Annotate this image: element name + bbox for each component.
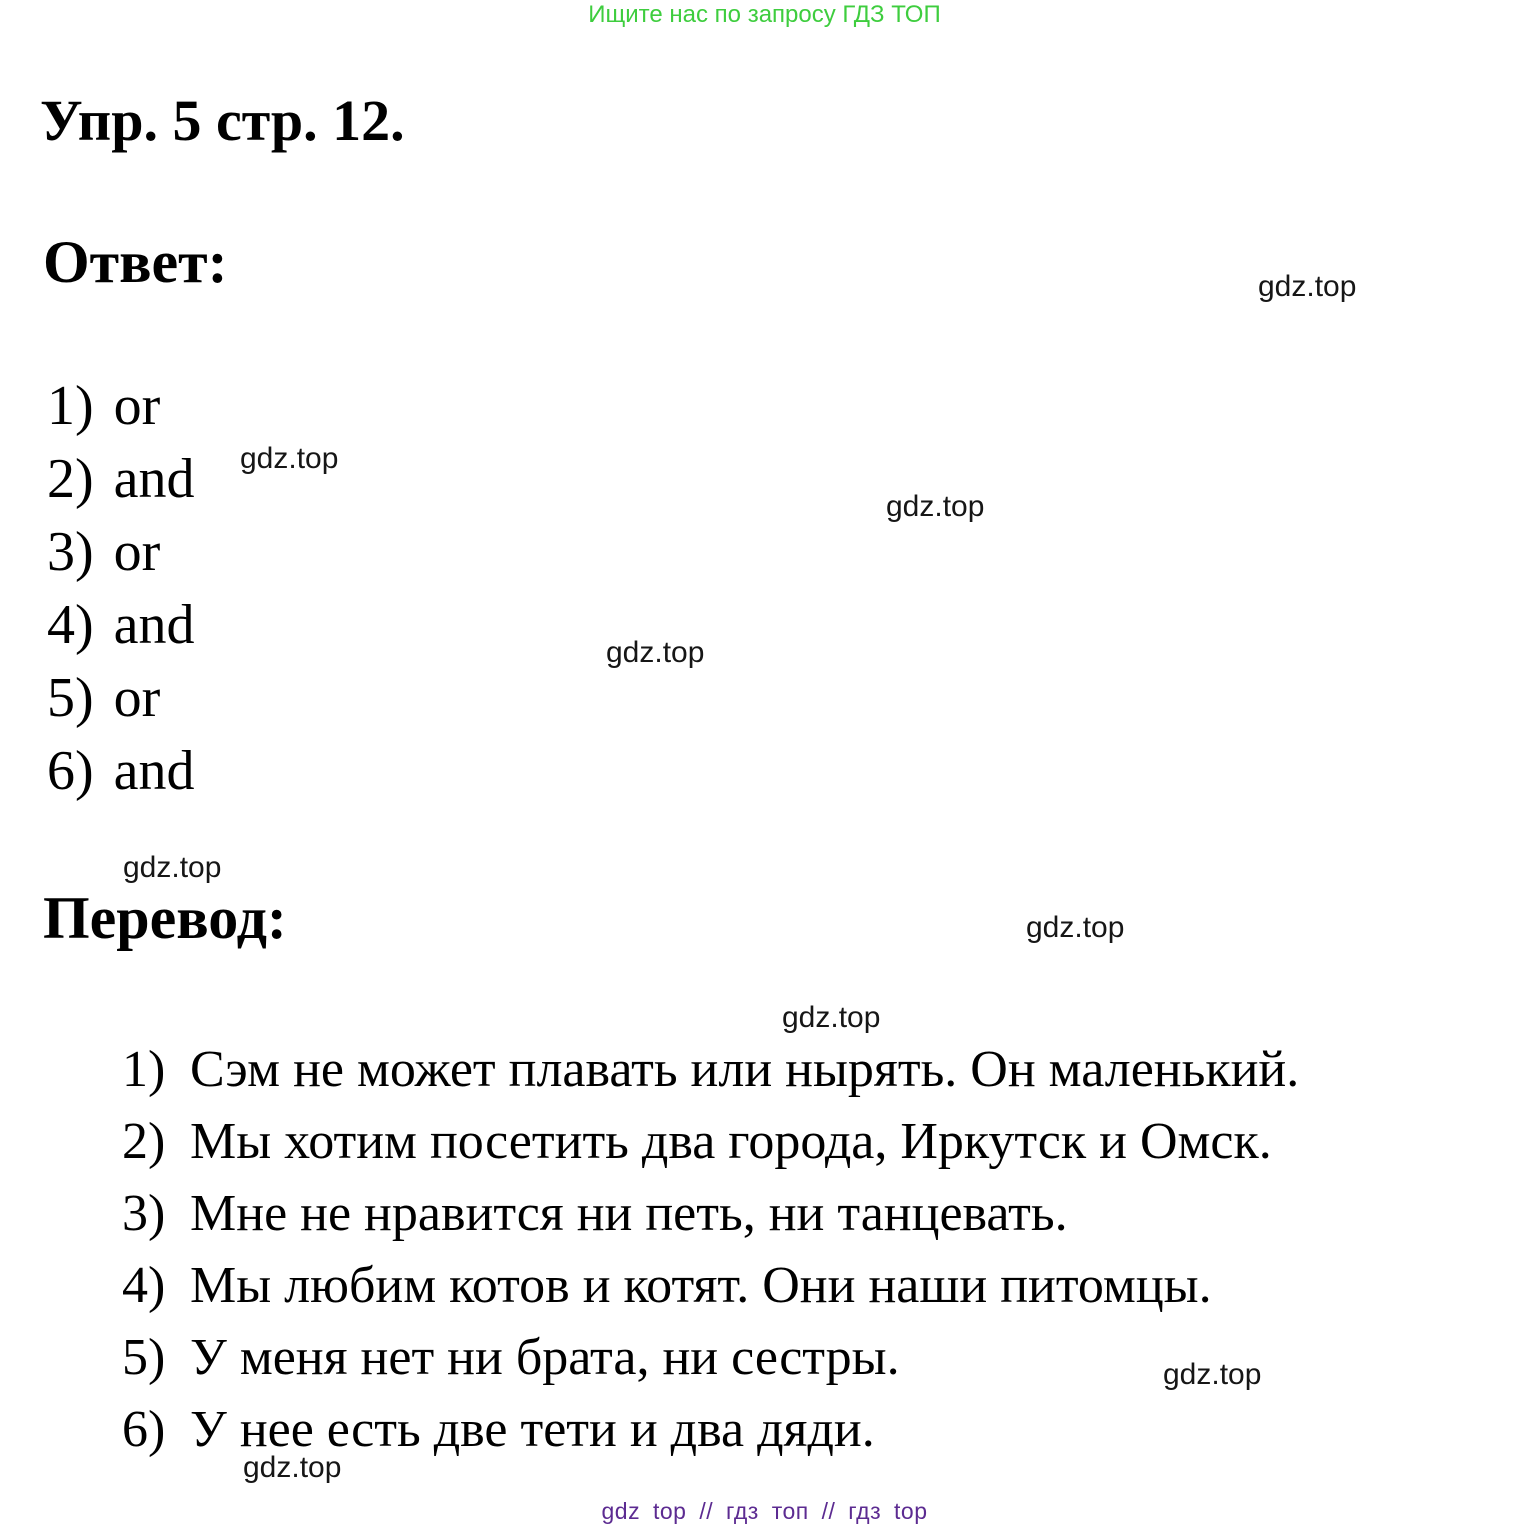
answer-value: and — [113, 740, 195, 802]
gdz-watermark: gdz.top — [1163, 1358, 1262, 1391]
translation-item — [122, 1178, 1299, 1250]
gdz-watermark: gdz.top — [1258, 270, 1357, 303]
promo-banner: Ищите нас по запросу ГДЗ ТОП — [588, 1, 941, 28]
answer-value: or — [113, 375, 161, 437]
translation-item — [122, 1250, 1299, 1322]
answer-value: or — [113, 667, 161, 729]
translation-number: 5) — [122, 1329, 166, 1386]
gdz-watermark: gdz.top — [240, 442, 339, 475]
answer-number: 5) — [47, 667, 94, 729]
gdz-watermark: gdz.top — [123, 851, 222, 884]
answer-heading: Ответ: — [43, 229, 228, 295]
gdz-watermark: gdz.top — [243, 1451, 342, 1484]
answer-item — [47, 735, 195, 808]
exercise-title: Упр. 5 стр. 12. — [40, 88, 405, 153]
answer-item — [47, 662, 195, 735]
answer-value: and — [113, 594, 195, 656]
translation-item — [122, 1034, 1299, 1106]
answer-item — [47, 589, 195, 662]
translation-number: 1) — [122, 1041, 166, 1098]
footer-watermark: gdz top // гдз топ // гдз top — [601, 1498, 928, 1524]
gdz-watermark: gdz.top — [886, 490, 985, 523]
translation-heading: Перевод: — [43, 885, 287, 951]
answer-item — [47, 443, 195, 516]
answer-list — [47, 370, 195, 808]
answer-value: or — [113, 521, 161, 583]
translation-text: У нее есть две тети и два дяди. — [190, 1401, 875, 1458]
gdz-watermark: gdz.top — [782, 1001, 881, 1034]
translation-text: Мы хотим посетить два города, Иркутск и Омск. — [190, 1113, 1272, 1170]
translation-number: 6) — [122, 1401, 166, 1458]
gdz-watermark: gdz.top — [606, 636, 705, 669]
gdz-watermark: gdz.top — [1026, 911, 1125, 944]
answer-number: 2) — [47, 448, 94, 510]
translation-number: 4) — [122, 1257, 166, 1314]
translation-list — [122, 1034, 1299, 1466]
answer-number: 3) — [47, 521, 94, 583]
translation-number: 2) — [122, 1113, 166, 1170]
answer-item — [47, 370, 195, 443]
translation-text: У меня нет ни брата, ни сестры. — [190, 1329, 900, 1386]
answer-number: 4) — [47, 594, 94, 656]
answer-value: and — [113, 448, 195, 510]
answer-item — [47, 516, 195, 589]
translation-text: Мы любим котов и котят. Они наши питомцы. — [190, 1257, 1212, 1314]
answer-number: 6) — [47, 740, 94, 802]
translation-text: Сэм не может плавать или нырять. Он маленький. — [190, 1041, 1300, 1098]
translation-number: 3) — [122, 1185, 166, 1242]
translation-text: Мне не нравится ни петь, ни танцевать. — [190, 1185, 1068, 1242]
answer-number: 1) — [47, 375, 94, 437]
translation-item — [122, 1322, 1299, 1394]
translation-item — [122, 1106, 1299, 1178]
